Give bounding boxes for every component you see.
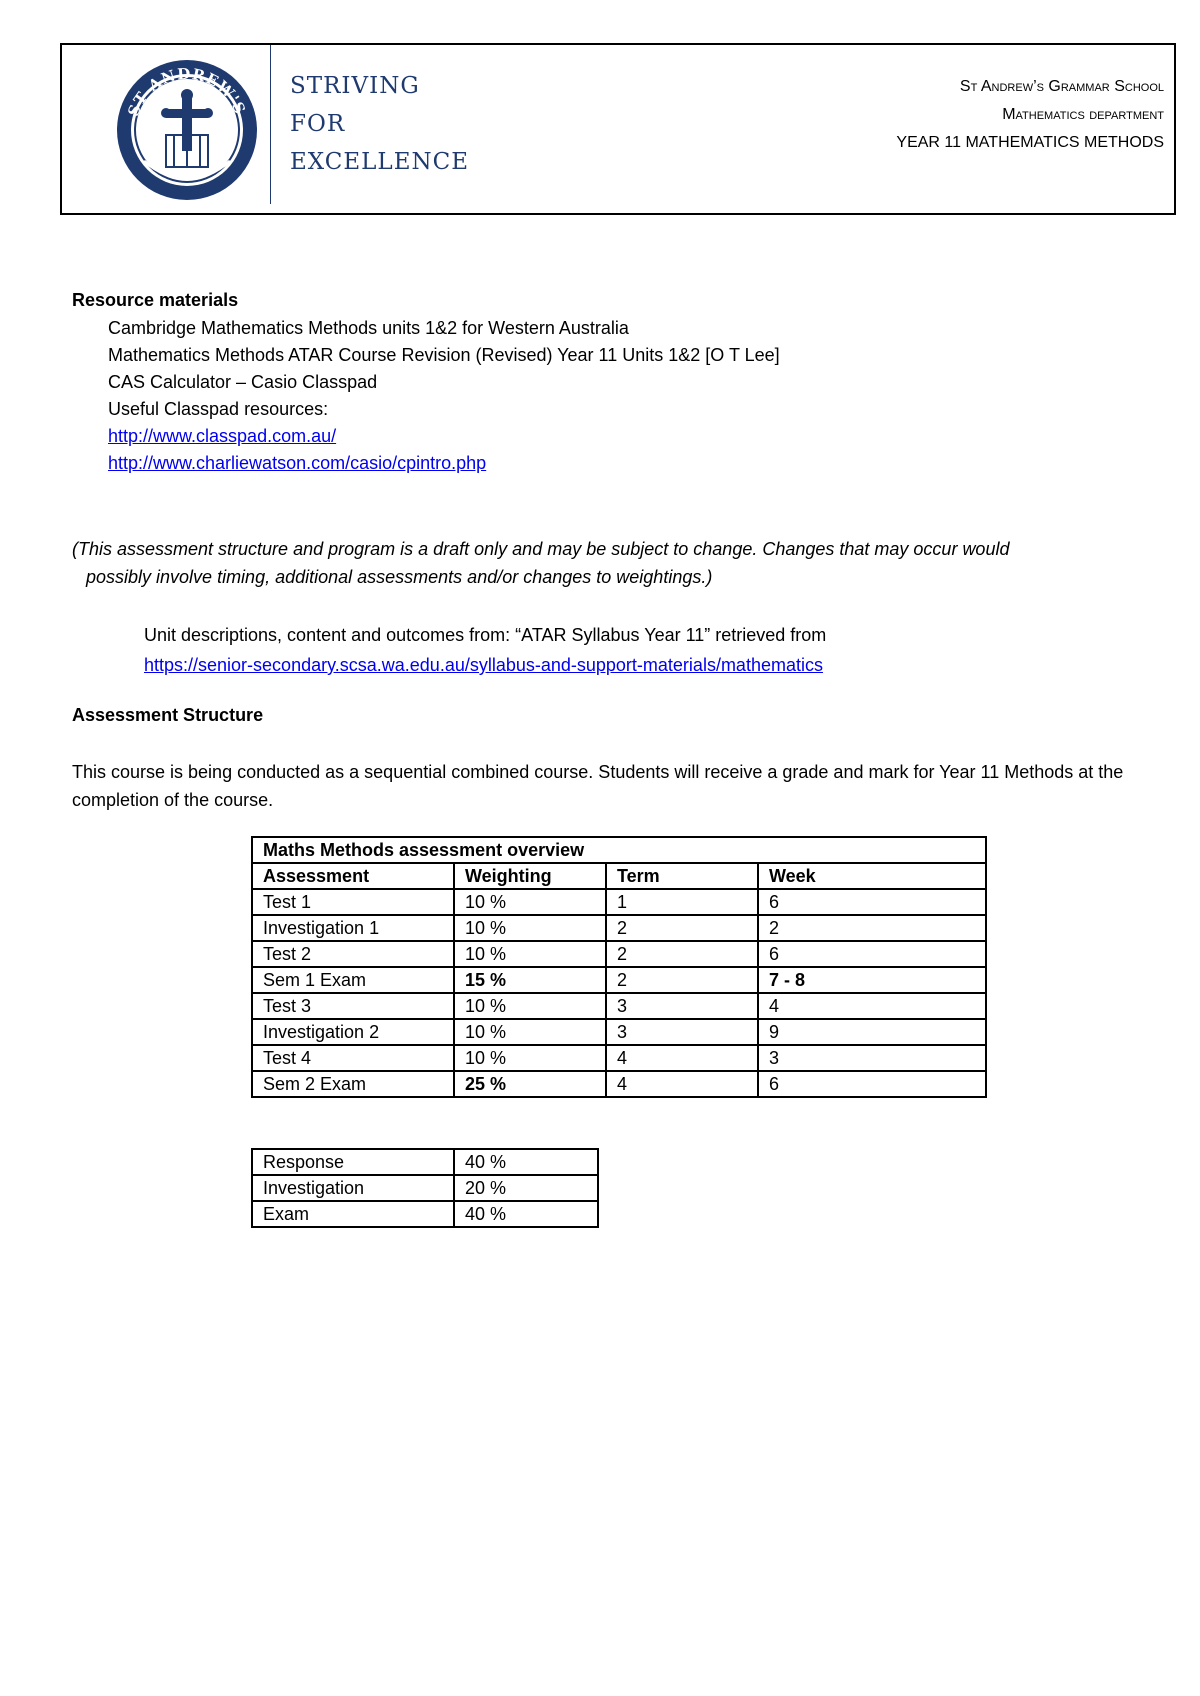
school-crest-logo	[114, 57, 260, 203]
table-cell: 40 %	[454, 1201, 598, 1227]
header-divider	[270, 45, 271, 204]
table-cell: 10 %	[454, 1045, 606, 1071]
table-cell: 6	[758, 889, 986, 915]
table-cell: Investigation 2	[252, 1019, 454, 1045]
column-header: Assessment	[252, 863, 454, 889]
table-cell: Test 3	[252, 993, 454, 1019]
draft-note-line: possibly involve timing, additional assessments and/or changes to weightings.)	[86, 567, 713, 587]
table-row	[252, 1175, 598, 1201]
draft-note	[72, 535, 1152, 591]
table-cell: Test 4	[252, 1045, 454, 1071]
unit-descriptions-text: Unit descriptions, content and outcomes from: “ATAR Syllabus Year 11” retrieved from	[144, 625, 827, 645]
resources-heading: Resource materials	[72, 290, 239, 310]
logo-lettering: ST ANDREW'S	[124, 64, 250, 119]
column-header: Weighting	[454, 863, 606, 889]
structure-heading: Assessment Structure	[72, 705, 264, 725]
school-name: St Andrew’s Grammar School	[959, 78, 1164, 95]
table-cell: 10 %	[454, 889, 606, 915]
table-row	[252, 941, 986, 967]
unit-descriptions	[144, 620, 826, 680]
resource-item: Mathematics Methods ATAR Course Revision (Revised) Year 11 Units 1&2 [O T Lee]	[108, 345, 780, 365]
table-cell: 3	[606, 993, 758, 1019]
table-row	[252, 889, 986, 915]
structure-paragraph: This course is being conducted as a sequential combined course. Students will receive a grade and mark for Year 11 Methods at the completion of the course.	[72, 762, 1124, 810]
table-row	[252, 915, 986, 941]
table-cell: 4	[758, 993, 986, 1019]
table-cell: 2	[758, 915, 986, 941]
table-cell: Test 2	[252, 941, 454, 967]
table-row	[252, 1045, 986, 1071]
table-header-row	[252, 863, 986, 889]
table-row	[252, 1019, 986, 1045]
school-info	[896, 73, 1164, 157]
resource-item: CAS Calculator – Casio Classpad	[108, 372, 378, 392]
table-cell: 25 %	[454, 1071, 606, 1097]
syllabus-link[interactable]: https://senior-secondary.scsa.wa.edu.au/syllabus-and-support-materials/mathematics	[144, 655, 823, 675]
table-cell: 3	[606, 1019, 758, 1045]
table-cell: 4	[606, 1071, 758, 1097]
motto-line: STRIVING	[290, 73, 420, 99]
table-cell: 10 %	[454, 1019, 606, 1045]
table-title: Maths Methods assessment overview	[252, 837, 986, 863]
table-cell: 2	[606, 967, 758, 993]
table-row	[252, 1071, 986, 1097]
column-header: Week	[758, 863, 986, 889]
table-cell: Test 1	[252, 889, 454, 915]
table-cell: Exam	[252, 1201, 454, 1227]
page-header	[60, 43, 1176, 215]
table-row	[252, 1201, 598, 1227]
table-row	[252, 967, 986, 993]
table-cell: 10 %	[454, 915, 606, 941]
assessment-overview-table	[251, 836, 987, 1098]
classpad-link[interactable]: http://www.classpad.com.au/	[108, 426, 337, 446]
weighting-summary-table	[251, 1148, 599, 1228]
table-row	[252, 1149, 598, 1175]
table-cell: 3	[758, 1045, 986, 1071]
table-cell: 20 %	[454, 1175, 598, 1201]
table-row	[252, 993, 986, 1019]
table-cell: 6	[758, 1071, 986, 1097]
table-cell: 6	[758, 941, 986, 967]
table-cell: Investigation	[252, 1175, 454, 1201]
table-cell: 4	[606, 1045, 758, 1071]
resource-item: Useful Classpad resources:	[108, 399, 329, 419]
table-cell: 2	[606, 941, 758, 967]
charliewatson-link[interactable]: http://www.charliewatson.com/casio/cpintro.php	[108, 453, 487, 473]
table-cell: 10 %	[454, 993, 606, 1019]
table-cell: 9	[758, 1019, 986, 1045]
department-name: Mathematics department	[1002, 106, 1164, 123]
school-motto	[290, 67, 469, 181]
table-cell: Response	[252, 1149, 454, 1175]
course-name: YEAR 11 MATHEMATICS METHODS	[896, 134, 1164, 151]
table-cell: 10 %	[454, 941, 606, 967]
motto-line: FOR	[290, 111, 346, 137]
table-cell: Sem 1 Exam	[252, 967, 454, 993]
table-cell: 15 %	[454, 967, 606, 993]
table-cell: Sem 2 Exam	[252, 1071, 454, 1097]
draft-note-line: (This assessment structure and program is a draft only and may be subject to change. Changes that may occur would	[72, 539, 1010, 559]
table-cell: Investigation 1	[252, 915, 454, 941]
resource-item: Cambridge Mathematics Methods units 1&2 for Western Australia	[108, 318, 629, 338]
table-cell: 1	[606, 889, 758, 915]
table-cell: 7 - 8	[758, 967, 986, 993]
table-cell: 2	[606, 915, 758, 941]
motto-line: EXCELLENCE	[290, 149, 469, 175]
column-header: Term	[606, 863, 758, 889]
table-cell: 40 %	[454, 1149, 598, 1175]
